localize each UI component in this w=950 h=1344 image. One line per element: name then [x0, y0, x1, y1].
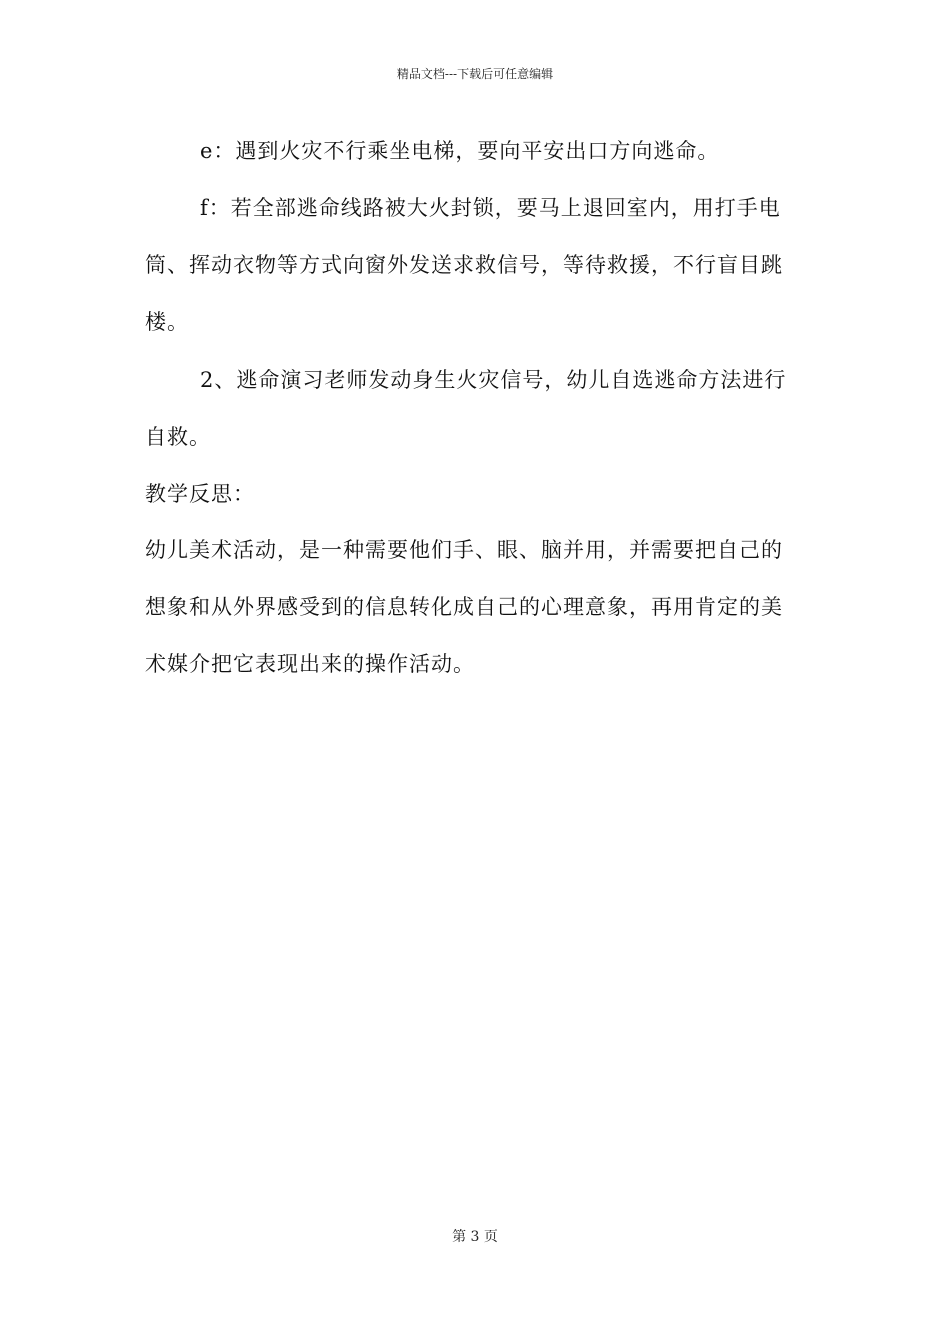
paragraph-art-activity: [145, 522, 810, 693]
paragraph-escape-blocked: [145, 180, 810, 351]
page-header: 精品文档---下载后可任意编辑: [396, 67, 554, 81]
paragraph-line: f：若全部逃命线路被大火封锁，要马上退回室内，用打手电: [200, 196, 781, 220]
paragraph-line: 2、逃命演习老师发动身生火灾信号，幼儿自选逃命方法进行: [200, 368, 787, 392]
paragraph-line: 幼儿美术活动，是一种需要他们手、眼、脑并用，并需要把自己的: [145, 538, 783, 562]
paragraph-line: 自救。: [145, 425, 211, 449]
paragraph-line: 楼。: [145, 310, 189, 334]
paragraph-escape-elevator: e：遇到火灾不行乘坐电梯，要向平安出口方向逃命。: [200, 139, 720, 163]
paragraph-line: 术媒介把它表现出来的操作活动。: [145, 652, 475, 676]
paragraph-line: 筒、挥动衣物等方式向窗外发送求救信号，等待救援，不行盲目跳: [145, 253, 783, 277]
section-heading-reflection: 教学反思：: [145, 482, 255, 506]
paragraph-drill: [145, 352, 810, 466]
paragraph-line: 想象和从外界感受到的信息转化成自己的心理意象，再用肯定的美: [145, 595, 783, 619]
page-number: 第 3 页: [452, 1229, 498, 1245]
